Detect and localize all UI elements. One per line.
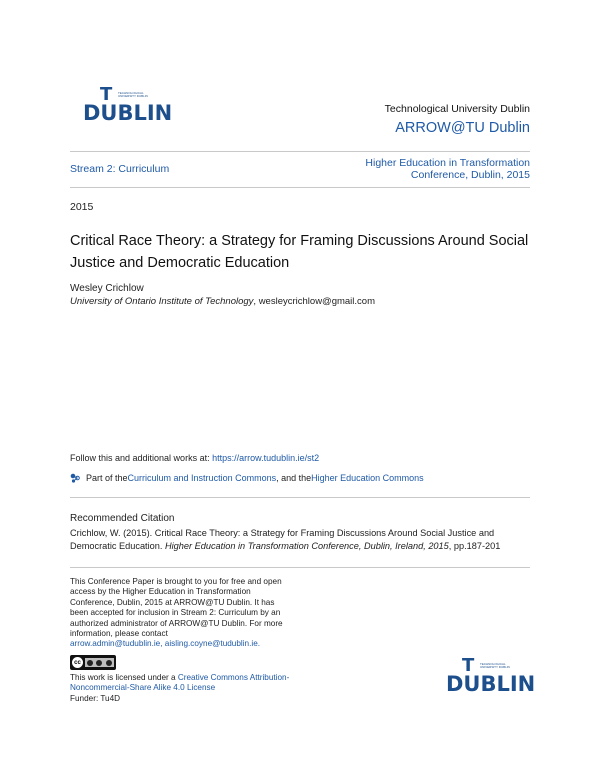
paper-title: Critical Race Theory: a Strategy for Framing Discussions Around Social Justice and Democratic Education bbox=[70, 233, 529, 271]
network-icon bbox=[70, 473, 80, 483]
logo-t: T bbox=[100, 84, 113, 105]
divider-middle bbox=[70, 187, 530, 188]
author-email: , wesleycrichlow@gmail.com bbox=[253, 296, 375, 307]
citation-italic: Higher Education in Transformation Conference, Dublin, Ireland, 2015 bbox=[164, 541, 449, 551]
license-text bbox=[70, 673, 300, 704]
publication-year: 2015 bbox=[70, 201, 94, 213]
follow-prefix: Follow this and additional works at: bbox=[70, 453, 213, 463]
divider-top bbox=[70, 151, 530, 152]
logo-bottom-tagline: TECHNOLOGICAL UNIVERSITY DUBLIN bbox=[480, 662, 510, 669]
institution-name: Technological University Dublin bbox=[384, 103, 530, 115]
cc-terms-icons bbox=[85, 658, 114, 667]
conference-link[interactable] bbox=[330, 157, 530, 181]
stream-link[interactable]: Stream 2: Curriculum bbox=[70, 163, 170, 175]
logo-tagline: TECHNOLOGICAL UNIVERSITY DUBLIN bbox=[118, 91, 148, 98]
blurb-text: This Conference Paper is brought to you for free and open access by the Higher Education in Transformation Conference, Dublin, 2015 at ARROW@TU Dublin. It has been accepted for inclusion in Stream 2: Curriculum by an authorized administrator of ARROW@TU Dublin. For more information, please contact bbox=[70, 577, 283, 639]
funder-text: Funder: Tu4D bbox=[70, 693, 121, 703]
tu-dublin-logo-top bbox=[83, 84, 173, 136]
access-blurb bbox=[70, 577, 285, 650]
commons-higher-ed-link[interactable]: Higher Education Commons bbox=[311, 473, 424, 483]
author-name: Wesley Crichlow bbox=[70, 283, 144, 294]
citation-plain: Crichlow, W. (2015). Critical Race Theory: a Strategy for Framing Discussions Around Social Justice and Democratic Education. bbox=[70, 528, 495, 551]
part-of-line bbox=[70, 473, 424, 483]
commons-curriculum-link[interactable]: Curriculum and Instruction Commons bbox=[127, 473, 277, 483]
logo-bottom-dublin: DUBLIN bbox=[446, 672, 536, 696]
license-link[interactable]: Creative Commons Attribution-Noncommercial-Share Alike 4.0 License bbox=[70, 673, 290, 693]
divider-citation bbox=[70, 497, 530, 498]
citation-heading: Recommended Citation bbox=[70, 513, 175, 524]
citation-text bbox=[70, 527, 530, 553]
part-of-prefix: Part of the bbox=[86, 473, 128, 483]
logo-bottom-t: T bbox=[462, 655, 475, 676]
author-affiliation bbox=[70, 296, 375, 307]
logo-dublin: DUBLIN bbox=[83, 101, 173, 125]
license-prefix: This work is licensed under a bbox=[70, 673, 178, 682]
cc-icon: cc bbox=[72, 657, 83, 668]
part-of-mid: , and the bbox=[276, 473, 312, 483]
divider-footer bbox=[70, 567, 530, 568]
conference-line-1: Higher Education in Transformation bbox=[365, 157, 530, 169]
citation-end: , pp.187-201 bbox=[448, 541, 501, 551]
cc-license-badge[interactable] bbox=[70, 655, 116, 670]
conference-line-2: Conference, Dublin, 2015 bbox=[410, 169, 530, 181]
repository-link[interactable]: ARROW@TU Dublin bbox=[395, 120, 530, 136]
follow-line bbox=[70, 453, 319, 463]
tu-dublin-logo-bottom bbox=[446, 655, 536, 707]
contact-emails-link[interactable]: arrow.admin@tudublin.ie, aisling.coyne@tudublin.ie. bbox=[70, 639, 261, 649]
affiliation-name: University of Ontario Institute of Technology bbox=[70, 296, 254, 307]
follow-url-link[interactable]: https://arrow.tudublin.ie/st2 bbox=[212, 453, 320, 463]
